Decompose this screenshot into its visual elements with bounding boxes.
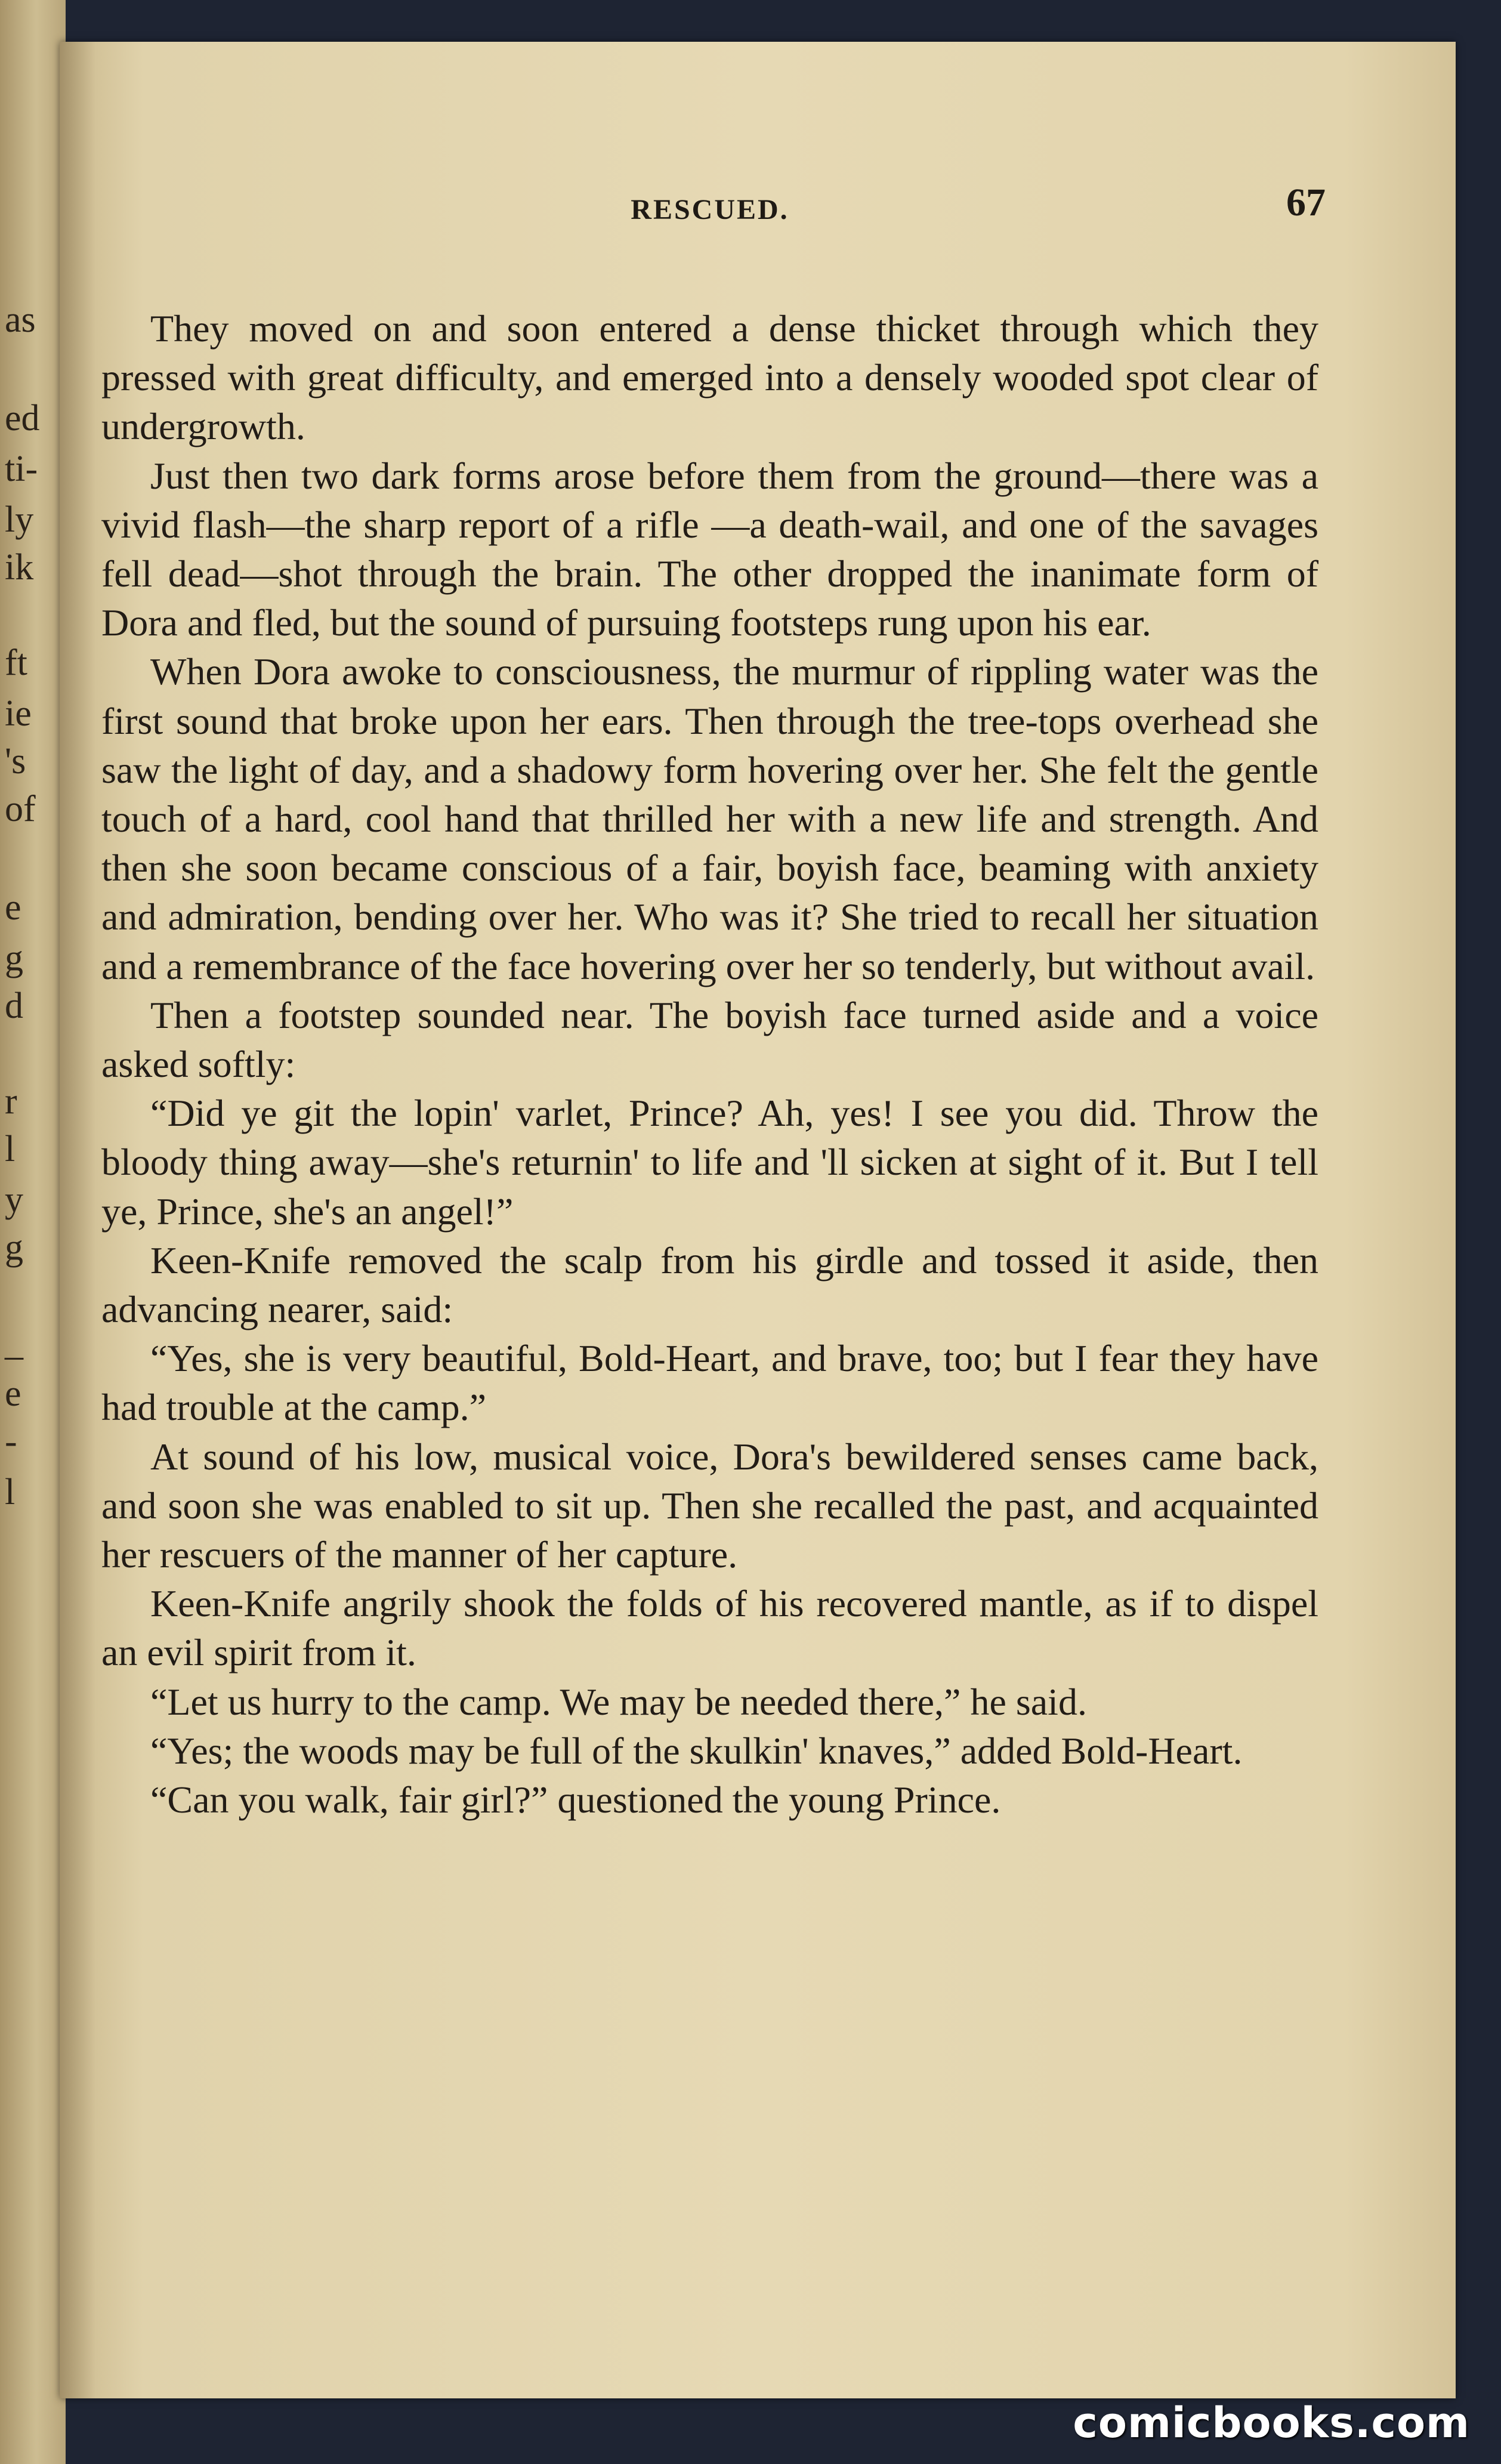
left-fragment: ft xyxy=(5,643,27,683)
paragraph: They moved on and soon entered a dense thicket through which they pressed with great difficulty, and emerged into a densely wooded spot clear of undergrowth. xyxy=(101,307,1318,448)
book-page xyxy=(60,42,1456,2398)
left-fragment: 's xyxy=(5,741,26,782)
left-fragment: e xyxy=(5,887,21,928)
page-header xyxy=(101,180,1326,234)
body-text xyxy=(101,304,1318,1824)
left-fragment: - xyxy=(5,1421,17,1462)
gutter-shadow xyxy=(60,42,95,2398)
paragraph: Keen-Knife angrily shook the folds of his recovered mantle, as if to dispel an evil spirit from it. xyxy=(101,1582,1318,1674)
left-fragment: g xyxy=(5,938,23,978)
paragraph: “Let us hurry to the camp. We may be needed there,” he said. xyxy=(150,1680,1087,1723)
paragraph: At sound of his low, musical voice, Dora's bewildered senses came back, and soon she was enabled to sit up. Then she recalled the past, and acquainted her rescuers of the manner of her capture. xyxy=(101,1435,1318,1576)
left-fragment: _ xyxy=(5,1323,23,1363)
left-fragment: ti- xyxy=(5,449,38,489)
page-number: 67 xyxy=(1286,181,1326,224)
paragraph: Just then two dark forms arose before them from the ground—there was a vivid flash—the sharp report of a rifle —a death-wail, and one of the savages fell dead—shot through the brain. The other dropped the inanimate form of Dora and fled, but the sound of pursuing footsteps rung upon his ear. xyxy=(101,454,1318,644)
left-fragment: l xyxy=(5,1129,16,1169)
running-head: RESCUED. xyxy=(631,194,789,226)
left-fragment: r xyxy=(5,1081,17,1122)
left-fragment: g xyxy=(5,1227,23,1268)
paragraph: Then a footstep sounded near. The boyish face turned aside and a voice asked softly: xyxy=(101,993,1318,1086)
left-fragment: ed xyxy=(5,398,40,439)
paragraph: “Did ye git the lopin' varlet, Prince? Ah, yes! I see you did. Throw the bloody thing away—she's returnin' to life and 'll sicken at sight of it. But I tell ye, Prince, she's an angel!” xyxy=(101,1092,1318,1233)
left-fragment: of xyxy=(5,789,36,829)
left-fragment: l xyxy=(5,1472,16,1512)
left-fragment: d xyxy=(5,986,23,1026)
paragraph: Keen-Knife removed the scalp from his girdle and tossed it aside, then advancing nearer, said: xyxy=(101,1239,1318,1331)
paragraph: When Dora awoke to consciousness, the murmur of rippling water was the first sound that broke upon her ears. Then through the tree-tops overhead she saw the light of day, and a shadowy form hovering over her. She felt the gentle touch of a hard, cool hand that thrilled her with a new life and strength. And then she soon became conscious of a fair, boyish face, beaming with anxiety and admiration, bending over her. Who was it? She tried to recall her situation and a remembrance of the face hovering over her so tenderly, but without avail. xyxy=(101,650,1318,987)
paragraph: “Can you walk, fair girl?” questioned the young Prince. xyxy=(150,1778,1001,1821)
previous-page-edge xyxy=(0,0,66,2464)
left-fragment: as xyxy=(5,299,36,340)
paragraph: “Yes; the woods may be full of the skulkin' knaves,” added Bold-Heart. xyxy=(150,1729,1243,1772)
left-fragment: ik xyxy=(5,547,34,588)
site-watermark: comicbooks.com xyxy=(1073,2398,1470,2447)
left-fragment: y xyxy=(5,1179,23,1220)
paragraph: “Yes, she is very beautiful, Bold-Heart, and brave, too; but I fear they have had trouble at the camp.” xyxy=(101,1337,1318,1429)
left-fragment: ie xyxy=(5,693,32,734)
left-fragment: ly xyxy=(5,499,34,540)
left-fragment: e xyxy=(5,1373,21,1414)
